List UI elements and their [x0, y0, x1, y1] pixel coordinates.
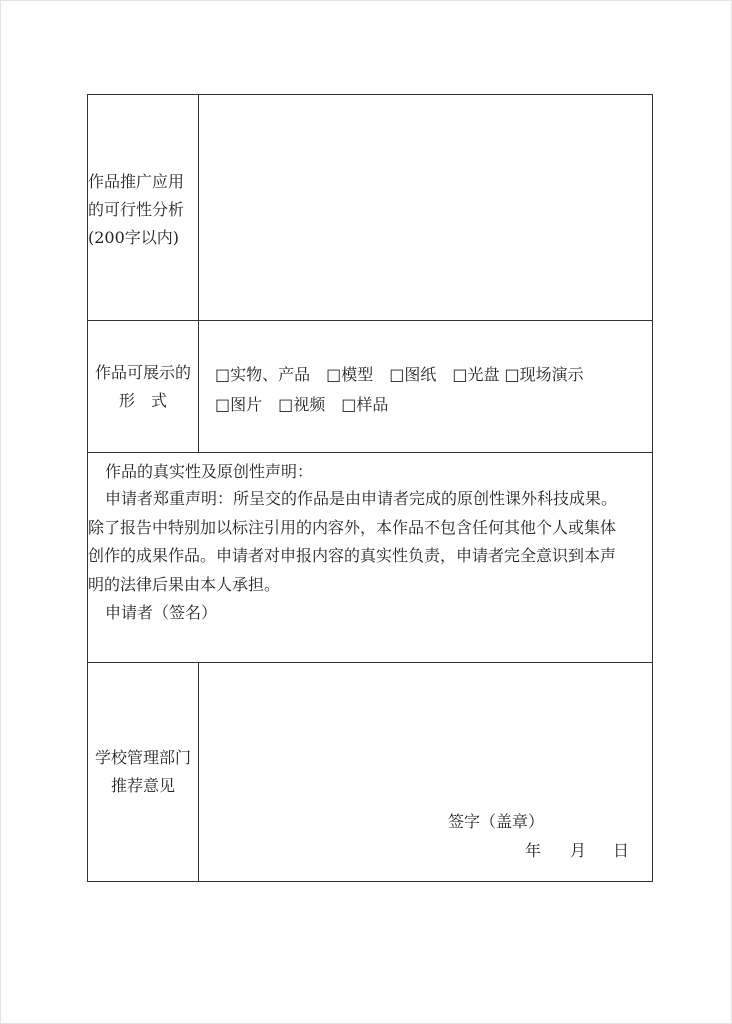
display-form-label-line-1: 作品可展示的: [94, 363, 191, 382]
date-year-label: 年: [525, 841, 542, 860]
application-form-table: [87, 94, 653, 882]
row-divider-2: [88, 452, 652, 453]
feasibility-content-cell[interactable]: [199, 95, 653, 320]
display-form-label: [88, 359, 198, 415]
feasibility-label: [88, 168, 198, 252]
display-form-label-line-2: 形 式: [118, 391, 167, 410]
declaration-line-4: 明的法律后果由本人承担。: [88, 574, 281, 594]
display-options-row-1[interactable]: □实物、产品 □模型 □图纸 □光盘 □现场演示: [215, 365, 584, 384]
feasibility-label-line-2: 的可行性分析: [88, 200, 185, 219]
declaration-body: [88, 485, 654, 599]
display-options-row-2[interactable]: □图片 □视频 □样品: [215, 395, 389, 414]
declaration-line-3: 创作的成果作品。申请者对申报内容的真实性负责，申请者完全意识到本声: [88, 546, 617, 565]
feasibility-label-line-3: (200字以内): [88, 228, 180, 247]
school-opinion-label-line-1: 学校管理部门: [94, 748, 191, 767]
school-opinion-content-cell[interactable]: [199, 663, 653, 813]
date-month-label: 月: [570, 841, 587, 860]
date-day-label: 日: [613, 841, 630, 860]
row-divider-1: [88, 320, 652, 321]
declaration-line-2: 除了报告中特别加以标注引用的内容外，本作品不包含任何其他个人或集体: [88, 517, 617, 537]
seal-signature-label: 签字（盖章）: [448, 812, 545, 831]
declaration-title: 作品的真实性及原创性声明：: [105, 462, 314, 481]
feasibility-label-line-1: 作品推广应用: [88, 172, 185, 191]
school-opinion-label: [88, 744, 198, 800]
signature-label: 申请者（签名）: [105, 603, 218, 622]
declaration-line-1: 申请者郑重声明：所呈交的作品是由申请者完成的原创性课外科技成果。: [105, 489, 618, 508]
school-opinion-label-line-2: 推荐意见: [110, 776, 175, 795]
